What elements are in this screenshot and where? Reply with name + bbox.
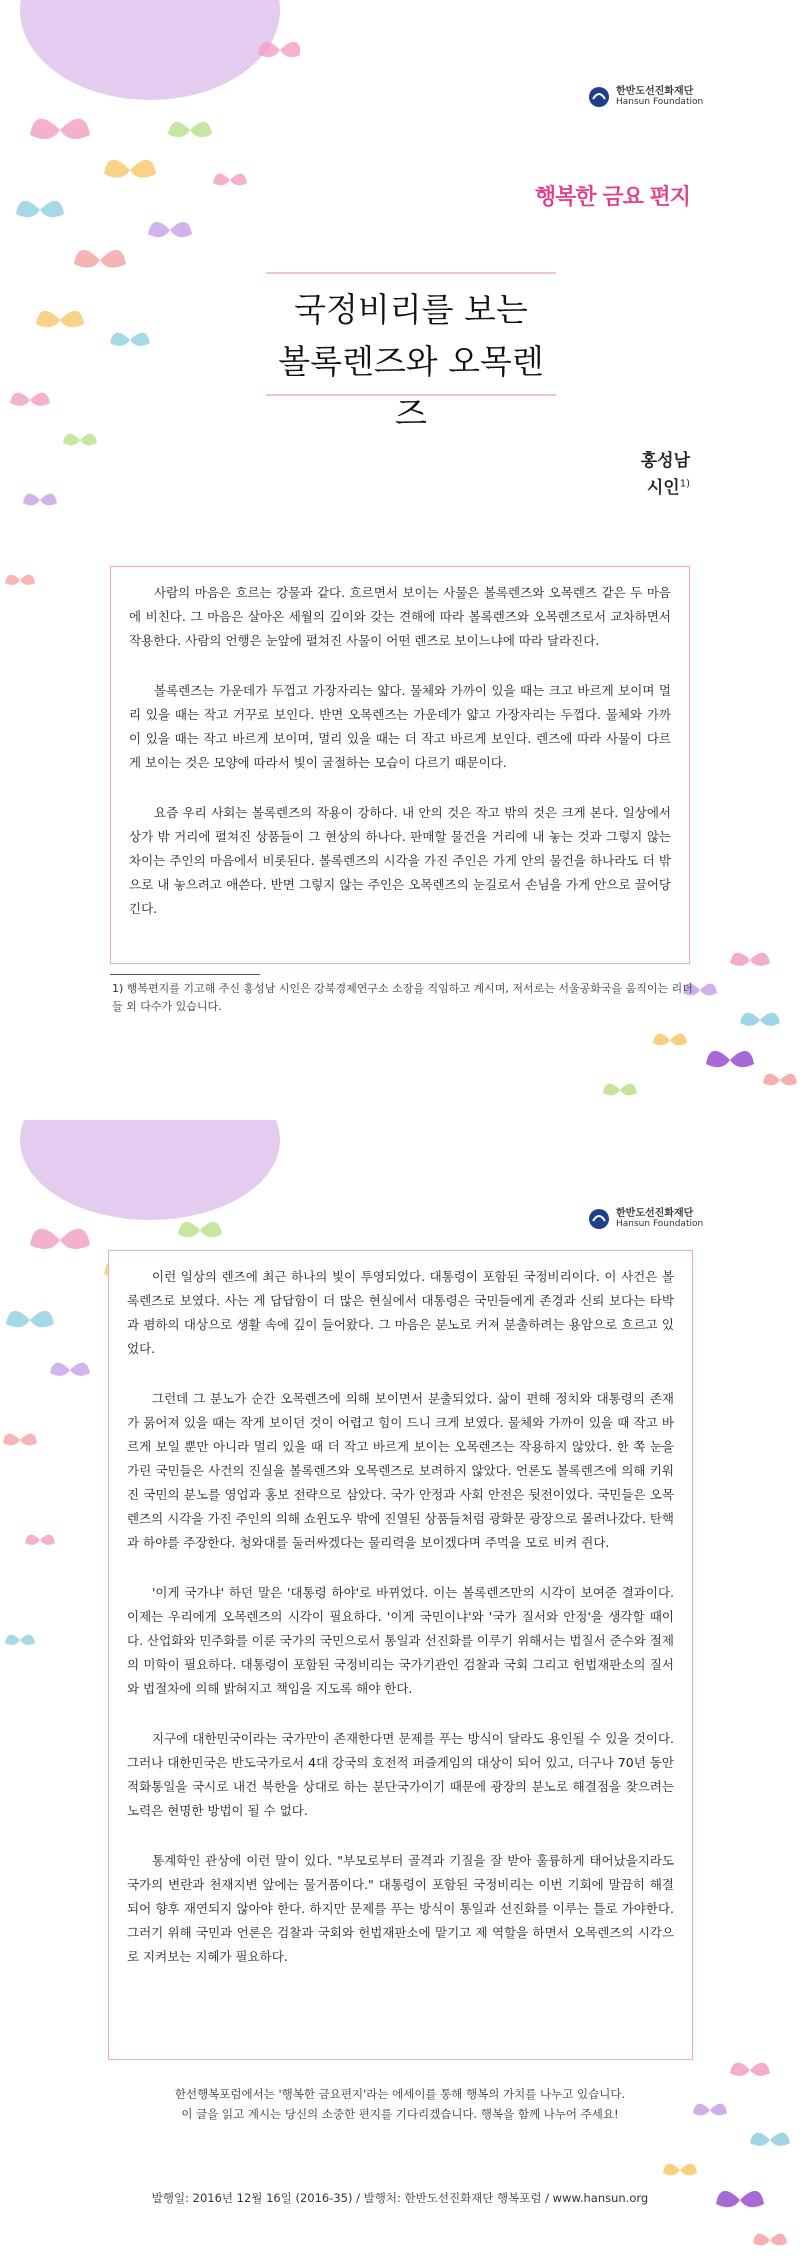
paragraph: 요즘 우리 사회는 볼록렌즈의 작용이 강하다. 내 안의 것은 작고 밖의 것은 크게 본다. 일상에서 상가 밖 거리에 펼쳐진 상품들이 그 현상의 하나다. 판매할 물건을 거리에 내 놓는 것과 그렇지 않는 차이는 주인의 마음에서 비롯된다. 볼록렌즈의 시각을 가진 주인은 가게 안의 물건을 하나라도 더 밖으로 내 놓으려고 애쓴다. 반면 그렇지 않는 주인은 오목렌즈의 눈길로서 손님을 가게 안으로 끌어당긴다.	[129, 805, 671, 916]
paragraph: 이런 일상의 렌즈에 최근 하나의 빛이 투영되었다. 대통령이 포함된 국정비리이다. 이 사건은 볼록렌즈로 보였다. 사는 게 답답함이 더 많은 현실에서 대통령은 국민들에게 존경과 신뢰 보다는 타박과 폄하의 대상으로 생활 속에 깊이 들어왔다. 그 마음은 분노로 커져 분출하려는 용암으로 흐르고 있었다.	[127, 1269, 674, 1356]
paragraph: 볼록렌즈는 가운데가 두껍고 가장자리는 얇다. 물체와 가까이 있을 때는 크고 바르게 보이며 멀리 있을 때는 작고 거꾸로 보인다. 반면 오목렌즈는 가운데가 얇고 가장자리는 두껍다. 물체와 가까이 있을 때는 작고 바르게 보이며, 멀리 있을 때는 더 작고 바르게 보인다. 렌즈에 따라 사물이 다르게 보이는 것은 모양에 따라서 빛이 굴절하는 모습이 다르기 때문이다.	[129, 683, 671, 770]
paragraph: 통계학인 관상에 이런 말이 있다. "부모로부터 골격과 기질을 잘 받아 훌륭하게 태어났을지라도 국가의 변란과 천재지변 앞에는 물거품이다." 대통령이 포함된 국정비리는 이번 기회에 말끔히 해결되어 향후 재연되지 않아야 한다. 하지만 문제를 푸는 방식이 통일과 선진화를 이루는 틀로 가야한다. 그러기 위해 국민과 언론은 검찰과 국회와 헌법재판소에 맡기고 제 역할을 하면서 오목렌즈의 시각으로 지켜보는 지혜가 필요하다.	[127, 1853, 674, 1964]
closing-line-2: 이 글을 읽고 계시는 당신의 소중한 편지를 기다리겠습니다. 행복을 함께 나누어 주세요!	[181, 2107, 619, 2121]
hansun-logo-icon	[588, 86, 610, 108]
series-title: 행복한 금요 편지	[534, 185, 690, 210]
author-role-line	[647, 473, 690, 498]
footnote-marker: 1)	[679, 478, 690, 490]
paragraph: 그런데 그 분노가 순간 오목렌즈에 의해 보이면서 분출되었다. 삶이 편해 정치와 대통령의 존재가 묽어져 있을 때는 작게 보이던 것이 어렵고 힘이 드니 크게 보였다. 물체와 가까이 있을 때 작고 바르게 보일 뿐만 아니라 멀리 있을 때 더 작고 바르게 보이는 오목렌즈는 작용하지 않았다. 한 쪽 눈을 가린 국민들은 사건의 진실을 볼록렌즈와 오목렌즈로 보려하지 않았다. 언론도 볼록렌즈에 의해 키워진 국민의 분노를 영업과 홍보 전략으로 삼았다. 국가 안정과 사회 안전은 뒷전이었다. 국민들은 오목렌즈의 시각을 가진 주인의 의해 쇼윈도우 밖에 진열된 상품들처럼 광화문 광장으로 몰려나갔다. 탄핵과 하야를 주장한다. 청와대를 둘러싸겠다는 물리력을 보이겠다며 주먹을 모로 비켜 쥔다.	[127, 1391, 674, 1550]
title-line-1: 국정비리를 보는	[294, 290, 528, 329]
hansun-logo-icon	[588, 1208, 610, 1230]
logo-korean: 한반도선진화재단	[616, 1208, 694, 1219]
essay-box-page-2	[108, 1250, 693, 2060]
footnote: 1) 행복편지를 기고해 주신 홍성남 시인은 강북경제연구소 소장을 직임하고 계시며, 저서로는 서울공화국을 움직이는 리더들 외 다수가 있습니다.	[112, 982, 693, 1013]
footnote-divider	[110, 974, 260, 975]
paragraph: 지구에 대한민국이라는 국가만이 존재한다면 문제를 푸는 방식이 달라도 용인될 수 있을 것이다. 그러나 대한민국은 반도국가로서 4대 강국의 호전적 퍼즐게임의 대상이 되어 있고, 더구나 70년 동안 적화통일을 국시로 내건 북한을 상대로 하는 분단국가이기 때문에 광장의 분노로 해결점을 찾으려는 노력은 현명한 방법이 될 수 없다.	[127, 1731, 674, 1818]
paragraph: '이게 국가냐' 하던 말은 '대통령 하야'로 바뀌었다. 이는 볼록렌즈만의 시각이 보여준 결과이다. 이제는 우리에게 오목렌즈의 시각이 필요하다. '이게 국민이냐'와 '국가 질서와 안정'을 생각할 때이다. 산업화와 민주화를 이룬 국가의 국민으로서 통일과 선진화를 이루기 위해서는 법질서 준수와 절제의 미학이 필요하다. 대통령이 포함된 국정비리는 국가기관인 검찰과 국회 그리고 헌법재판소의 질서와 법절차에 의해 밝혀지고 책임을 지도록 해야 한다.	[127, 1585, 674, 1696]
foundation-logo	[588, 86, 703, 108]
foundation-logo	[588, 1208, 703, 1230]
title-block	[266, 272, 556, 433]
logo-english: Hansun Foundation	[616, 1219, 704, 1229]
logo-english: Hansun Foundation	[616, 97, 704, 107]
essay-box-page-1	[110, 566, 690, 964]
closing-line-1: 한선행복포럼에서는 '행복한 금요편지'라는 에세이를 통해 행복의 가치를 나누고 있습니다.	[174, 2087, 626, 2101]
title-line-2: 볼록렌즈와 오목렌즈	[278, 342, 544, 433]
butterfly-decoration-bottom-right	[600, 2040, 800, 2261]
closing-message	[110, 2084, 690, 2124]
author-role: 시인	[646, 478, 680, 498]
publication-info: 발행일: 2016년 12월 16일 (2016-35) / 발행처: 한반도선진화재단 행복포럼 / www.hansun.org	[151, 2191, 649, 2205]
author-name: 홍성남	[640, 451, 690, 471]
paragraph: 사람의 마음은 흐르는 강물과 같다. 흐르면서 보이는 사물은 볼록렌즈와 오목렌즈 같은 두 마음에 비친다. 그 마음은 살아온 세월의 깊이와 갖는 견해에 따라 볼록렌즈와 오목렌즈로서 교차하면서 작용한다. 사람의 언행은 눈앞에 펼쳐진 사물이 어떤 렌즈로 보이느냐에 따라 달라진다.	[129, 585, 671, 648]
logo-korean: 한반도선진화재단	[616, 86, 694, 97]
page-1	[0, 0, 800, 1120]
